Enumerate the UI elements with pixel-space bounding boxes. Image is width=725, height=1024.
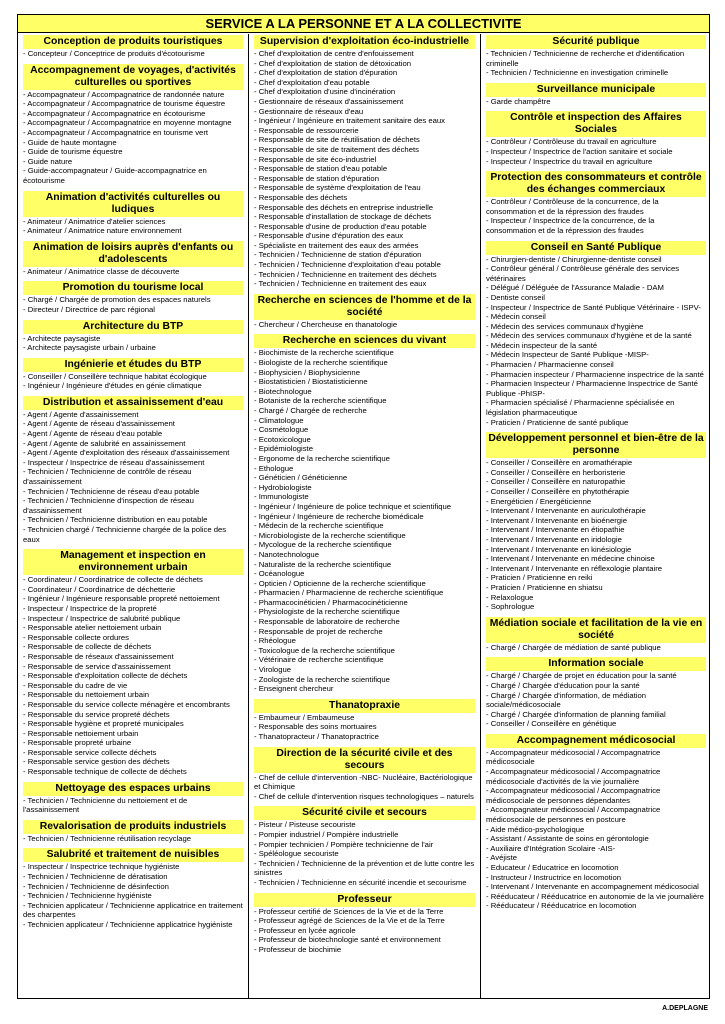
job-item: - Architecte paysagiste: [23, 333, 101, 343]
job-item: - Responsable de station d'eau potable: [254, 164, 388, 174]
section-title: Recherche en sciences du vivant: [254, 334, 475, 348]
job-item: - Responsable de ressourcerie: [254, 125, 359, 135]
job-item: - Chirurgien-dentiste / Chirurgienne-dentiste conseil: [486, 254, 662, 264]
job-item: - Accompagnateur / Accompagnatrice en moyenne montagne: [23, 118, 232, 128]
job-item: - Agent / Agente d'assainissement: [23, 409, 139, 419]
job-item: - Directeur / Directrice de parc régional: [23, 304, 156, 314]
job-item: - Ingénieur / Ingénieure de police technique et scientifique: [254, 501, 452, 511]
job-item: - Inspecteur / Inspectrice de la concurrence, de la consommation et de la répression des fraudes: [486, 216, 655, 235]
job-item: - Responsable des soins mortuaires: [254, 722, 377, 732]
section-title: Animation de loisirs auprès d'enfants ou d'adolescents: [23, 241, 243, 267]
job-item: - Chargé / Chargée de recherche: [254, 406, 367, 415]
job-item: - Chargé / Chargée de projet en éducation pour la santé: [486, 671, 677, 681]
job-item: - Agent / Agente de réseau d'assainissement: [23, 419, 175, 429]
job-item: - Conseiller / Conseillère en naturopathie: [486, 477, 626, 487]
job-item: - Assistant / Assistante de soins en gérontologie: [486, 834, 649, 844]
section-title: Médiation sociale et facilitation de la vie en société: [486, 617, 706, 643]
job-item: - Intervenant / Intervenante en étiopathie: [486, 525, 625, 535]
job-item: - Accompagnateur / Accompagnatrice en écotourisme: [23, 108, 206, 118]
job-item: - Responsable de système d'exploitation de l'eau: [254, 183, 421, 193]
job-item: - Responsable de laboratoire de recherche: [254, 617, 400, 627]
job-item: - Zoologiste de la recherche scientifique: [254, 674, 390, 684]
job-item: - Immunologiste: [254, 492, 309, 502]
job-item: - Guide de tourisme équestre: [23, 147, 123, 157]
job-item: - Conseiller / Conseillère en génétique: [486, 719, 617, 729]
job-list: [254, 773, 475, 802]
job-item: - Contrôleur / Contrôleuse de la concurrence, de la consommation et de la répression des fraudes: [486, 197, 659, 216]
job-list: [254, 820, 475, 887]
job-item: - Technicien / Technicienne de la prévention et de lutte contre les sinistres: [254, 858, 475, 878]
job-item: - Rhéologue: [254, 636, 296, 646]
job-item: - Climatologue: [254, 415, 304, 425]
job-item: - Biotechnologue: [254, 386, 312, 396]
job-list: [486, 197, 706, 235]
job-list: [486, 671, 706, 729]
job-item: - Opticien / Opticienne de la recherche scientifique: [254, 578, 426, 588]
job-item: - Contrôleur / Contrôleuse du travail en agriculture: [486, 137, 657, 147]
job-item: - Chercheur / Chercheuse en thanatologie: [254, 319, 398, 329]
job-item: - Praticien / Praticienne en reiki: [486, 573, 593, 583]
job-item: - Spécialiste en traitement des eaux des armées: [254, 240, 419, 250]
job-item: - Chef d'exploitation de station de détoxication: [254, 58, 412, 68]
job-item: - Physiologiste de la recherche scientifique: [254, 607, 400, 617]
section-title: Conception de produits touristiques: [23, 35, 243, 49]
job-list: [23, 410, 243, 544]
job-item: - Responsable de site de réutilisation de déchets: [254, 135, 420, 145]
section-title: Architecture du BTP: [23, 320, 243, 334]
job-list: [23, 90, 243, 186]
job-item: - Avéjiste: [486, 853, 518, 863]
job-list: [23, 334, 243, 353]
job-item: - Responsable propreté urbaine: [23, 738, 132, 748]
job-item: - Responsable collecte ordures: [23, 632, 129, 642]
job-item: - Responsable du cadre de vie: [23, 680, 128, 690]
job-item: - Technicien / Technicienne en traitement des déchets: [254, 269, 437, 279]
job-item: - Professeur de biotechnologie santé et environnement: [254, 935, 441, 945]
job-item: - Contrôleur général / Contrôleuse générale des services vétérinaires: [486, 264, 680, 283]
job-item: - Thanatopracteur / Thanatopractrice: [254, 732, 379, 741]
job-item: - Responsable service collecte déchets: [23, 747, 157, 757]
job-item: - Intervenant / Intervenante en kinésiologie: [486, 544, 632, 554]
job-item: - Coordinateur / Coordinatrice de collecte de déchets: [23, 575, 203, 585]
job-item: - Responsable du service collecte ménagère et encombrants: [23, 699, 230, 709]
section-title: Accompagnement de voyages, d'activités culturelles ou sportives: [23, 64, 243, 90]
job-item: - Rééducateur / Rééducatrice en locomotion: [486, 901, 637, 911]
job-item: - Responsable d'installation de stockage de déchets: [254, 212, 432, 222]
job-list: [486, 643, 706, 653]
job-item: - Coordinateur / Coordinatrice de déchetterie: [23, 584, 176, 594]
section-title: Animation d'activités culturelles ou ludiques: [23, 191, 243, 217]
job-item: - Chef de cellule d'intervention risques technologiques – naturels: [254, 791, 474, 801]
job-item: - Inspecteur / Inspectrice technique hygiéniste: [23, 862, 180, 872]
job-item: - Inspecteur / Inspectrice de la propreté: [23, 603, 157, 613]
job-item: - Chef d'exploitation d'usine d'incinération: [254, 87, 396, 97]
job-item: - Conseiller / Conseillère en herboristerie: [486, 467, 626, 477]
job-list: [23, 267, 243, 277]
job-item: - Mycologue de la recherche scientifique: [254, 540, 392, 550]
job-item: - Conseiller / Conseillère en phytothérapie: [486, 487, 630, 496]
section-title: Développement personnel et bien-être de la personne: [486, 432, 706, 458]
job-item: - Gestionnaire de réseaux d'assainissement: [254, 96, 404, 106]
job-list: [23, 49, 243, 59]
job-item: - Technicien / Technicienne réutilisation recyclage: [23, 833, 192, 843]
job-item: - Inspecteur / Inspectrice de l'action sanitaire et sociale: [486, 146, 673, 156]
job-item: - Professeur en lycée agricole: [254, 925, 356, 935]
job-item: - Ingénieur / Ingénieure de recherche biomédicale: [254, 511, 424, 521]
job-item: - Technicien applicateur / Technicienne applicatrice hygiéniste: [23, 920, 233, 929]
section-title: Salubrité et traitement de nuisibles: [23, 848, 243, 862]
job-item: - Spéléologue secouriste: [254, 849, 339, 859]
job-item: - Pharmacien Inspecteur / Pharmacienne Inspectrice de Santé Publique -PhISP-: [486, 379, 698, 398]
job-item: - Responsable des déchets: [254, 192, 348, 202]
job-item: - Ecotoxicologue: [254, 434, 311, 444]
job-item: - Délégué / Déléguée de l'Assurance Maladie - DAM: [486, 283, 664, 293]
section-title: Information sociale: [486, 657, 706, 671]
job-item: - Conseiller / Conseillère en aromathérapie: [486, 458, 633, 468]
job-list: [23, 796, 243, 815]
column-1: [18, 34, 249, 998]
job-item: - Médecin Inspecteur de Santé Publique -MISP-: [486, 350, 649, 360]
job-item: - Dentiste conseil: [486, 292, 545, 302]
section-title: Accompagnement médicosocial: [486, 734, 706, 748]
section-title: Nettoyage des espaces urbains: [23, 782, 243, 796]
job-list: [23, 217, 243, 236]
job-item: - Intervenant / Intervenante en iridologie: [486, 534, 622, 544]
job-item: - Médecin des services communaux d'hygiène: [486, 321, 644, 331]
job-item: - Intervenant / Intervenante en auriculothérapie: [486, 506, 646, 516]
job-item: - Relaxologue: [486, 592, 534, 602]
job-item: - Technicien / Technicienne de contrôle de réseau d'assainissement: [23, 467, 192, 487]
job-item: - Nanotechnologue: [254, 549, 319, 559]
job-item: - Océanologue: [254, 569, 305, 579]
job-item: - Médecin des services communaux d'hygiène et de la santé: [486, 331, 692, 341]
job-item: - Pharmacien / Pharmacienne de recherche scientifique: [254, 588, 444, 598]
job-item: - Auxiliaire d'Intégration Scolaire -AIS-: [486, 843, 616, 853]
job-item: - Responsable des déchets en entreprise industrielle: [254, 202, 434, 212]
job-item: - Technicien / Technicienne hygiéniste: [23, 891, 152, 901]
job-list: [486, 255, 706, 428]
job-item: - Chef d'exploitation d'eau potable: [254, 77, 370, 87]
job-item: - Toxicologue de la recherche scientifique: [254, 645, 395, 655]
job-item: - Pompier technicien / Pompière technicienne de l'air: [254, 839, 434, 849]
job-item: - Guide nature: [23, 156, 73, 166]
job-item: - Garde champêtre: [486, 96, 551, 106]
job-item: - Intervenant / Intervenante en médecine chinoise: [486, 554, 655, 564]
job-item: - Responsable du service propreté déchets: [23, 709, 170, 719]
job-item: - Professeur agrégé de Sciences de la Vie et de la Terre: [254, 916, 445, 926]
job-item: - Pharmacien inspecteur / Pharmacienne inspectrice de la santé: [486, 369, 704, 379]
job-item: - Technicien / Technicienne de station d'épuration: [254, 250, 422, 260]
job-item: - Ingénieur / Ingénieure en traitement sanitaire des eaux: [254, 116, 446, 126]
job-list: [486, 137, 706, 166]
job-list: [254, 907, 475, 955]
job-item: - Intervenant / Intervenante en réflexologie plantaire: [486, 563, 663, 573]
job-item: - Responsable hygiène et propreté municipales: [23, 719, 184, 729]
job-item: - Accompagnateur / Accompagnatrice en tourisme vert: [23, 127, 209, 137]
section-title: Sécurité publique: [486, 35, 706, 49]
job-item: - Praticien / Praticienne en shiatsu: [486, 582, 603, 592]
section-title: Revalorisation de produits industriels: [23, 820, 243, 834]
job-item: - Technicien / Technicienne de recherche et d'identification criminelle: [486, 49, 685, 68]
job-item: - Ergonome de la recherche scientifique: [254, 453, 390, 463]
job-item: - Médecin conseil: [486, 312, 546, 322]
section-title: Professeur: [254, 893, 475, 907]
job-item: - Responsable de service d'assainissement: [23, 661, 171, 671]
page-title: SERVICE A LA PERSONNE ET A LA COLLECTIVITE: [18, 15, 709, 33]
job-item: - Guide de haute montagne: [23, 137, 117, 147]
job-item: - Responsable de réseaux d'assainissement: [23, 651, 174, 661]
job-item: - Chargé / Chargée d'éducation pour la santé: [486, 680, 640, 690]
job-item: - Conseiller / Conseillère technique habitat écologique: [23, 371, 207, 381]
job-item: - Technicien / Technicienne d'exploitation d'eau potable: [254, 260, 441, 270]
job-item: - Ethologue: [254, 463, 294, 473]
job-item: - Technicien / Technicienne de désinfection: [23, 881, 169, 891]
job-item: - Biochimiste de la recherche scientifique: [254, 348, 394, 358]
job-list: [254, 320, 475, 330]
job-item: - Médecin inspecteur de la santé: [486, 340, 598, 350]
job-list: [254, 49, 475, 289]
job-item: - Accompagnateur / Accompagnatrice de randonnée nature: [23, 89, 225, 99]
job-item: - Virologue: [254, 665, 292, 675]
job-item: - Animateur / Animatrice d'atelier sciences: [23, 216, 166, 226]
job-item: - Chargé / Chargée de médiation de santé publique: [486, 642, 661, 652]
job-item: - Technicien applicateur / Technicienne applicatrice en traitement des charpentes: [23, 900, 243, 920]
job-item: - Energéticien / Energéticienne: [486, 496, 592, 506]
job-item: - Biostatisticien / Biostatisticienne: [254, 377, 368, 387]
job-item: - Instructeur / Instructrice en locomotion: [486, 872, 622, 882]
section-title: Promotion du tourisme local: [23, 281, 243, 295]
section-title: Distribution et assainissement d'eau: [23, 396, 243, 410]
job-item: - Agent / Agente de réseau d'eau potable: [23, 429, 163, 439]
job-item: - Aide médico-psychologique: [486, 824, 585, 834]
job-item: - Pompier industriel / Pompière industrielle: [254, 829, 399, 839]
job-item: - Architecte paysagiste urbain / urbaine: [23, 343, 156, 353]
job-item: - Technicien / Technicienne distribution en eau potable: [23, 515, 208, 525]
job-item: - Ingénieur / Ingénieure d'études en génie climatique: [23, 381, 202, 391]
job-list: [23, 834, 243, 844]
poster-frame: [17, 14, 710, 999]
job-item: - Responsable service gestion des déchets: [23, 757, 170, 767]
job-item: - Accompagnateur médicosocial / Accompagnatrice médicosociale de personnes en postcure: [486, 805, 661, 825]
job-item: - Vétérinaire de recherche scientifique: [254, 655, 384, 665]
job-item: - Chef d'exploitation de centre d'enfouissement: [254, 49, 414, 58]
job-item: - Technicien / Technicienne du nettoiement et de l'assainissement: [23, 795, 188, 815]
job-item: - Guide-accompagnateur / Guide-accompagnatrice en écotourisme: [23, 166, 207, 185]
job-item: - Professeur de biochimie: [254, 944, 342, 954]
job-item: - Praticien / Praticienne de santé publique: [486, 417, 629, 427]
job-item: - Responsable de collecte de déchets: [23, 642, 152, 652]
job-item: - Biologiste de la recherche scientifique: [254, 358, 388, 368]
job-item: - Concepteur / Conceptrice de produits d'écotourisme: [23, 49, 205, 58]
job-item: - Microbiologiste de la recherche scientifique: [254, 530, 406, 540]
job-item: - Inspecteur / Inspectrice de réseau d'assainissement: [23, 457, 205, 467]
job-item: - Technicien / Technicienne en investigation criminelle: [486, 68, 669, 78]
job-item: - Enseignent chercheur: [254, 684, 334, 694]
author-credit: A.DEPLAGNE: [662, 1005, 708, 1012]
job-item: - Accompagnateur médicosocial / Accompagnatrice médicosociale d'activités de la vie journalière: [486, 767, 661, 786]
job-item: - Technicien / Technicienne en sécurité incendie et secourisme: [254, 877, 467, 887]
job-item: - Educateur / Educatrice en locomotion: [486, 863, 619, 872]
job-item: - Technicien / Technicienne de dératisation: [23, 872, 168, 882]
job-list: [486, 748, 706, 911]
job-item: - Responsable nettoiement urbain: [23, 728, 139, 738]
job-item: - Naturaliste de la recherche scientifique: [254, 559, 392, 569]
job-item: - Chargé / Chargée d'information de planning familial: [486, 709, 666, 719]
job-item: - Epidémiologiste: [254, 444, 313, 454]
job-item: - Responsable d'exploitation collecte de déchets: [23, 671, 188, 681]
job-item: - Inspecteur / Inspectrice de Santé Publique Vétérinaire - ISPV-: [486, 302, 701, 312]
job-list: [23, 862, 243, 929]
job-item: - Responsable de projet de recherche: [254, 626, 383, 636]
job-item: - Chargé / Chargée d'information, de médiation sociale/médicosociale: [486, 690, 647, 710]
job-list: [486, 97, 706, 107]
job-item: - Pharmacien spécialisé / Pharmacienne spécialisée en législation pharmaceutique: [486, 398, 675, 418]
column-3: [481, 34, 711, 998]
job-item: - Technicien / Technicienne de réseau d'eau potable: [23, 486, 200, 496]
job-item: - Inspecteur / Inspectrice de salubrité publique: [23, 613, 181, 623]
job-item: - Agent / Agente d'exploitation des réseaux d'assainissement: [23, 448, 230, 458]
section-title: Management et inspection en environnement urbain: [23, 549, 243, 575]
section-title: Surveillance municipale: [486, 83, 706, 97]
job-item: - Botaniste de la recherche scientifique: [254, 396, 387, 406]
section-title: Direction de la sécurité civile et des secours: [254, 747, 475, 773]
job-item: - Intervenant / Intervenante en bioénergie: [486, 515, 628, 525]
job-item: - Animateur / Animatrice nature environnement: [23, 226, 182, 236]
job-item: - Sophrologue: [486, 602, 535, 612]
job-list: [254, 713, 475, 742]
job-item: - Chef de cellule d'intervention -NBC- Nucléaire, Bactériologique et Chimique: [254, 772, 473, 792]
job-list: [23, 575, 243, 776]
job-item: - Responsable atelier nettoiement urbain: [23, 623, 162, 633]
section-title: Ingénierie et études du BTP: [23, 358, 243, 372]
section-title: Conseil en Santé Publique: [486, 241, 706, 255]
job-list: [486, 49, 706, 78]
job-item: - Responsable de site de traitement des déchets: [254, 144, 419, 154]
job-item: - Responsable de site éco-industriel: [254, 154, 377, 164]
job-item: - Agent / Agente de salubrité en assainissement: [23, 438, 186, 448]
job-item: - Chef d'exploitation de station d'épuration: [254, 68, 398, 78]
job-item: - Pisteur / Pisteuse secouriste: [254, 820, 356, 830]
job-item: - Biophysicien / Biophysicienne: [254, 367, 360, 377]
job-item: - Ingénieur / Ingénieure responsable propreté nettoiement: [23, 594, 220, 604]
column-2: [249, 34, 481, 998]
job-list: [23, 295, 243, 314]
job-list: [23, 372, 243, 391]
job-item: - Chargé / Chargée de promotion des espaces naturels: [23, 295, 211, 305]
job-item: - Médecin de la recherche scientifique: [254, 521, 384, 531]
job-item: - Responsable de station d'épuration: [254, 173, 379, 183]
job-item: - Intervenant / Intervenante en accompagnement médicosocial: [486, 882, 699, 892]
job-item: - Pharmacien / Pharmacienne conseil: [486, 360, 614, 370]
section-title: Thanatopraxie: [254, 699, 475, 713]
job-item: - Responsable d'usine de production d'eau potable: [254, 221, 427, 231]
job-item: - Accompagnateur / Accompagnatrice de tourisme équestre: [23, 99, 226, 109]
section-title: Protection des consommateurs et contrôle des échanges commerciaux: [486, 171, 706, 197]
section-title: Sécurité civile et secours: [254, 806, 475, 820]
section-title: Supervision d'exploitation éco-industrielle: [254, 35, 475, 49]
job-item: - Technicien chargé / Technicienne chargée de la police des eaux: [23, 525, 227, 544]
job-item: - Inspecteur / Inspectrice du travail en agriculture: [486, 156, 653, 166]
job-list: [254, 348, 475, 693]
job-item: - Responsable d'usine d'épuration des eaux: [254, 231, 404, 241]
section-title: Contrôle et inspection des Affaires Sociales: [486, 111, 706, 137]
job-item: - Responsable du nettoiement urbain: [23, 690, 150, 700]
job-list: [486, 458, 706, 612]
job-item: - Animateur / Animatrice classe de découverte: [23, 266, 180, 276]
job-item: - Technicien / Technicienne d'inspection de réseau d'assainissement: [23, 496, 194, 515]
job-item: - Rééducateur / Rééducatrice en autonomie de la vie journalière: [486, 891, 704, 901]
job-item: - Embaumeur / Embaumeuse: [254, 712, 355, 722]
job-item: - Professeur certifié de Sciences de la Vie et de la Terre: [254, 906, 444, 916]
job-item: - Accompagnateur médicosocial / Accompagnatrice médicosociale: [486, 747, 661, 767]
job-item: - Généticien / Généticienne: [254, 473, 348, 483]
job-item: - Technicien / Technicienne en traitement des eaux: [254, 279, 427, 289]
job-item: - Accompagnateur médicosocial / Accompagnatrice médicosociale de personnes dépendantes: [486, 786, 661, 805]
job-item: - Gestionnaire de réseaux d'eau: [254, 106, 364, 116]
job-item: - Pharmacocinéticien / Pharmacocinéticienne: [254, 597, 408, 607]
job-item: - Hydrobiologiste: [254, 482, 312, 492]
job-item: - Responsable technique de collecte de déchets: [23, 767, 187, 777]
job-item: - Cosmétologue: [254, 425, 309, 435]
section-title: Recherche en sciences de l'homme et de la société: [254, 294, 475, 320]
